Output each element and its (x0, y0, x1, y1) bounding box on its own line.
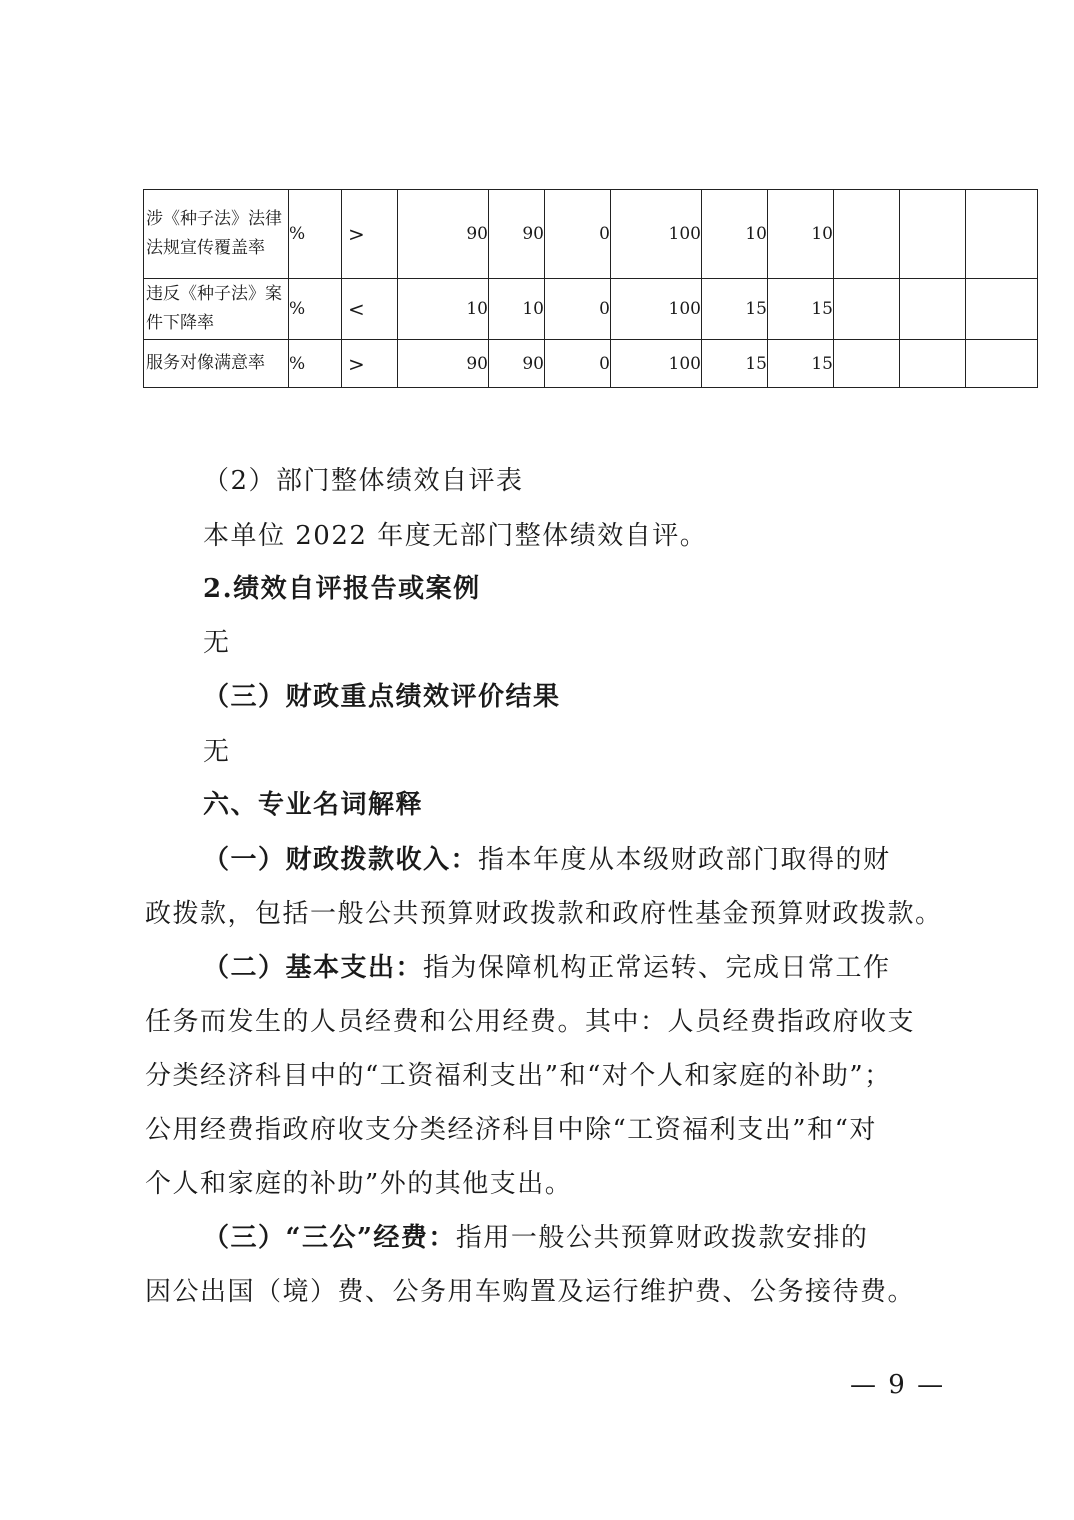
table-cell: 100 (611, 279, 702, 340)
glossary-definition: 指本年度从本级财政部门取得的财 (478, 845, 891, 875)
glossary-item-2-cont: 个人和家庭的补助”外的其他支出。 (145, 1169, 573, 1199)
table-cell: 90 (398, 190, 489, 279)
finance-evaluation-text: 无 (203, 737, 231, 767)
table-cell: 15 (768, 279, 834, 340)
glossary-term: （三）“三公”经费： (203, 1223, 456, 1253)
table-cell: 90 (489, 340, 545, 388)
indicator-unit: % (289, 340, 342, 388)
glossary-item-2 (203, 942, 1003, 995)
table-cell: 100 (611, 190, 702, 279)
indicator-unit: % (289, 190, 342, 279)
table-cell-empty (966, 190, 1038, 279)
indicator-name: 违反《种子法》案件下降率 (144, 279, 289, 340)
report-heading: 2.绩效自评报告或案例 (203, 574, 481, 604)
glossary-heading: 六、专业名词解释 (203, 790, 424, 820)
table-cell-empty (834, 279, 900, 340)
table-cell: 10 (702, 190, 768, 279)
glossary-item-2-cont: 公用经费指政府收支分类经济科目中除“工资福利支出”和“对 (145, 1115, 877, 1145)
table-row (144, 340, 1038, 388)
glossary-item-1-cont: 政拨款，包括一般公共预算财政拨款和政府性基金预算财政拨款。 (145, 899, 943, 929)
indicator-name: 涉《种子法》法律法规宣传覆盖率 (144, 190, 289, 279)
table-cell: 15 (768, 340, 834, 388)
glossary-term: （一）财政拨款收入： (203, 845, 479, 875)
glossary-item-3-cont: 因公出国（境）费、公务用车购置及运行维护费、公务接待费。 (145, 1277, 916, 1307)
glossary-item-1 (203, 834, 1003, 887)
table-cell: 100 (611, 340, 702, 388)
table-cell: 15 (702, 340, 768, 388)
table-cell-empty (966, 340, 1038, 388)
glossary-item-3 (203, 1212, 1003, 1265)
dept-evaluation-heading: （2）部门整体绩效自评表 (203, 466, 524, 496)
table-cell: 10 (768, 190, 834, 279)
finance-evaluation-heading: （三）财政重点绩效评价结果 (203, 682, 561, 712)
glossary-term: （二）基本支出： (203, 953, 424, 983)
table-cell-empty (834, 190, 900, 279)
indicator-name: 服务对像满意率 (144, 340, 289, 388)
indicator-symbol: > (342, 190, 398, 279)
glossary-item-2-cont: 分类经济科目中的“工资福利支出”和“对个人和家庭的补助”； (145, 1061, 892, 1091)
table-cell: 90 (489, 190, 545, 279)
table-cell-empty (900, 279, 966, 340)
table-row (144, 279, 1038, 340)
table-cell: 10 (489, 279, 545, 340)
table-cell-empty (900, 190, 966, 279)
indicator-symbol: > (342, 340, 398, 388)
table-cell: 10 (398, 279, 489, 340)
table-row (144, 190, 1038, 279)
table-cell: 15 (702, 279, 768, 340)
indicator-unit: % (289, 279, 342, 340)
page-number: — 9 — (850, 1370, 946, 1400)
table-cell-empty (900, 340, 966, 388)
table-cell-empty (834, 340, 900, 388)
glossary-definition: 指用一般公共预算财政拨款安排的 (455, 1223, 869, 1253)
indicator-symbol: < (342, 279, 398, 340)
glossary-item-2-cont: 任务而发生的人员经费和公用经费。其中：人员经费指政府收支 (145, 1007, 916, 1037)
performance-indicator-table (143, 189, 1038, 388)
table-cell: 0 (545, 190, 611, 279)
table-cell: 90 (398, 340, 489, 388)
glossary-definition: 指为保障机构正常运转、完成日常工作 (423, 953, 891, 983)
dept-evaluation-text: 本单位 2022 年度无部门整体绩效自评。 (203, 521, 708, 551)
table-cell: 0 (545, 279, 611, 340)
table-cell: 0 (545, 340, 611, 388)
table-cell-empty (966, 279, 1038, 340)
report-text: 无 (203, 628, 231, 658)
